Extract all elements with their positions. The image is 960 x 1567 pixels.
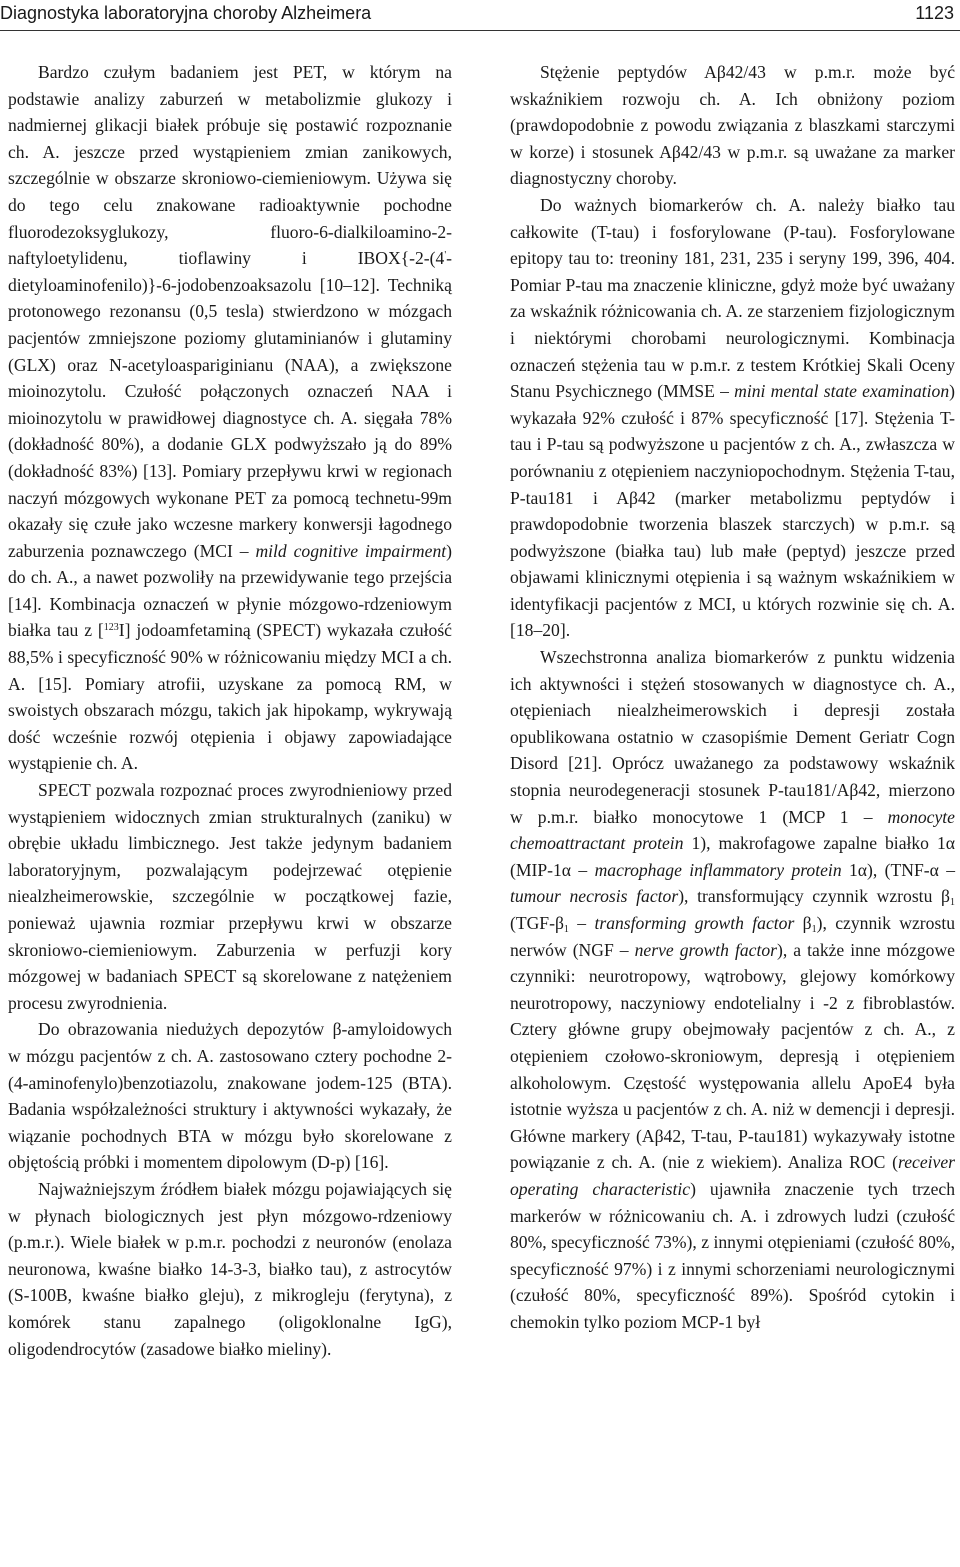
page-number: 1123 bbox=[915, 3, 954, 23]
italic-term: mild cognitive impairment bbox=[255, 540, 447, 561]
subscript: 1 bbox=[563, 924, 569, 935]
isotope-mass-number: 123 bbox=[103, 622, 119, 634]
text-run: ) ujawniła znaczenie tych trzech markerów w różnicowaniu ch. A. i zdrowych ludzi (czułość 80%, specyficzność 73%), z innymi otępieniami (czułość 80%, specyficzność 97%) i z innymi schorzeniami neurologicznymi (czułość 80%, specyficzność 89%). Spośród cytokin i chemokin tylko poziom MCP-1 był bbox=[510, 1178, 955, 1332]
italic-term: monocyte chemoattractant protein bbox=[510, 806, 955, 854]
text-run: 1α), (TNF-α – bbox=[841, 859, 956, 880]
text-run: ), czynnik wzrostu nerwów (NGF – bbox=[510, 913, 955, 960]
running-header bbox=[0, 0, 960, 31]
text-run: ) wykazała 92% czułość i 87% specyficzność [17]. Stężenia T-tau i P-tau są podwyższone u pacjentów z ch. A., zwłaszcza w porównaniu z otępieniem naczyniopochodnym. Stężenia T-tau, P-tau181 i Aβ42 (marker metabolizmu peptydów i prawdopodobnie tworzenia blaszek starczych) w p.m.r. są podwyższone (białka tau) lub małe (peptyd) jeszcze przed objawami klinicznymi otępienia i są ważnym wskaźnikiem w identyfikacji pacjentów z MCI, u których rozwinie się ch. A. [18–20]. bbox=[510, 381, 955, 641]
text-run: -dietyloaminofenilo)}-6-jodobenzoaksazolu [10–12]. Techniką protonowego rezonansu (0,5 tesla) stwierdzono w mózgach pacjentów zmniejszone poziomy glutaminianów i glutaminy (GLX) oraz N-acetyloaspariginianu (NAA), a zwiększone mioinozytolu. Czułość połączonych oznaczeń NAA i mioinozytolu w prawidłowej diagnostyce ch. A. sięgała 78% (dokładność 80%), a dodanie GLX podwyższało ją do 89% (dokładność 83%) [13]. Pomiary przepływu krwi w regionach naczyń mózgowych wykonane PET za pomocą technetu-99m okazały się czułe jako wczesne markery konwersji łagodnego zaburzenia poznawczego (MCI – bbox=[8, 248, 452, 561]
text-run: ) do ch. A., a nawet pozwoliły na przewidywanie tego przejścia [14]. Kombinacja oznaczeń w płynie mózgowo-rdzeniowym białka tau z [ bbox=[8, 540, 452, 641]
italic-term: nerve growth factor bbox=[634, 939, 777, 960]
text-run: β bbox=[794, 913, 812, 933]
text-run: 1), makrofagowe zapalne białko 1α (MIP-1α – bbox=[510, 833, 955, 880]
subscript: 1 bbox=[950, 897, 955, 909]
text-run: Bardzo czułym badaniem jest PET, w którym na podstawie analizy zaburzeń w metabolizmie glukozy i nadmiernej glikacji białek próbuje się postawić rozpoznanie ch. A. jeszcze przed wystąpieniem zmian zanikowych, szczególnie w obszarze skroniowo-ciemieniowym. Używa się do tego celu znakowane radioaktywnie pochodne fluorodezoksyglukozy, fluoro-6-dialkiloamino-2-naftyloetylidenu, tioflawiny i IBOX{-2-(4 bbox=[8, 62, 452, 269]
text-run: (TGF-β bbox=[510, 913, 564, 933]
subscript: 1 bbox=[811, 924, 817, 935]
paragraph-abeta: Stężenie peptydów Aβ42/43 w p.m.r. może być wskaźnikiem rozwoju ch. A. Ich obniżony poziom (prawdopodobnie z powodu związania z blaszkami starczymi w korze) i stosunek Aβ42/43 w p.m.r. są uważane za marker diagnostyczny choroby. bbox=[510, 62, 955, 189]
text-run: Wszechstronna analiza biomarkerów z punktu widzenia ich aktywności i stężeń stosowanych w diagnostyce ch. A., otępieniach niealzheimerowskich i depresji została opublikowana ostatnio w czasopiśmie Dement Geriatr Cogn Disord [21]. Oprócz uważanego za podstawowy wskaźnik stopnia neurodegeneracji stosunek P-tau181/Aβ42, mierzono w p.m.r. białko monocytowe 1 (MCP 1 – bbox=[510, 647, 955, 827]
paragraph-pet bbox=[8, 59, 452, 777]
paragraph-csf-proteins: Najważniejszym źródłem białek mózgu pojawiających się w płynach biologicznych jest płyn mózgowo-rdzeniowy (p.m.r.). Wiele białek w p.m.r. pochodzi z neuronów (enolaza neuronowa, kwaśne białko 14-3-3, białko tau), z astrocytów (S-100B, kwaśne białko gleju), z mikrogleju (ferytyna), z komórek stanu zapalnego (oligoklonalne IgG), oligodendrocytów (zasadowe białko mieliny). bbox=[8, 1178, 452, 1359]
paragraph-amyloid-imaging: Do obrazowania niedużych depozytów β-amyloidowych w mózgu pacjentów z ch. A. zastosowano cztery pochodne 2-(4-aminofenylo)benzotiazolu, znakowane jodem-125 (BTA). Badania współzależności struktury i aktywności wykazały, że wiązanie pochodnych BTA w mózgu było skorelowane z objętością próbki i momentem dipolowym (D-p) [16]. bbox=[8, 1019, 452, 1173]
paragraph-tau bbox=[510, 192, 955, 644]
running-title: Diagnostyka laboratoryjna choroby Alzheimera bbox=[0, 3, 372, 23]
italic-term: receiver operating characteristic bbox=[510, 1152, 955, 1199]
paragraph-biomarker-analysis bbox=[510, 644, 955, 1335]
text-run: ), transformujący czynnik wzrostu β bbox=[678, 886, 950, 907]
right-column bbox=[510, 59, 955, 1336]
left-column bbox=[8, 59, 452, 1362]
italic-term: mini mental state examination bbox=[734, 381, 950, 402]
italic-term: tumour necrosis factor bbox=[510, 886, 679, 907]
prime-mark: ' bbox=[444, 250, 447, 262]
text-run: Do ważnych biomarkerów ch. A. należy białko tau całkowite (T-tau) i fosforylowane (P-tau). Fosforylowane epitopy tau to: treoniny 181, 231, 235 i seryny 199, 396, 404. Pomiar P-tau ma znaczenie kliniczne, gdyż może być uważany za wskaźnik różnicowania ch. A. ze starzeniem fizjologicznym i niektórymi chorobami neurologicznymi. Kombinacja oznaczeń stężenia tau w p.m.r. z testem Krótkiej Skali Oceny Stanu Psychicznego (MMSE – bbox=[510, 194, 955, 402]
paragraph-spect: SPECT pozwala rozpoznać proces zwyrodnieniowy przed wystąpieniem widocznych zmian strukturalnych (zaniku) w obrębie układu limbicznego. Jest także jedynym badaniem laboratoryjnym, pozwalającym podejrzewać otępienie niealzheimerowskie, szczególnie w początkowej fazie, ponieważ ujawnia rozmiar przepływu krwi w obszarze skroniowo-ciemieniowym. Zaburzenia w perfuzji kory mózgowej w badaniach SPECT są skorelowane z natężeniem procesu zwyrodnienia. bbox=[8, 780, 452, 1013]
text-run: ), a także inne mózgowe czynniki: neurotropowy, wątrobowy, glejowy komórkowy neurotropowy, naczyniowy endotelialny i -2 z fibroblastów. Cztery główne grupy obejmowały pacjentów z ch. A., z otępieniem czołowo-skroniowym, depresją i otępieniem alkoholowym. Częstość występowania allelu ApoE4 była istotnie wyższa u pacjentów z ch. A. niż w demencji i depresji. Główne markery (Aβ42, T-tau, P-tau181) wykazywały istotne powiązanie z ch. A. (nie z wiekiem). Analiza ROC ( bbox=[510, 939, 955, 1173]
text-run: I] jodoamfetaminą (SPECT) wykazała czułość 88,5% i specyficzność 90% w różnicowaniu między MCI a ch. A. [15]. Pomiary atrofii, uzyskane za pomocą RM, w swoistych obszarach mózgu, takich jak hipokamp, wykrywają dość wcześnie rozwój otępienia i objawy zapowiadające wystąpienie ch. A. bbox=[8, 620, 452, 774]
italic-term: macrophage inflammatory protein bbox=[594, 859, 842, 880]
text-run: – bbox=[568, 913, 595, 933]
italic-term: transforming growth factor bbox=[594, 913, 795, 933]
